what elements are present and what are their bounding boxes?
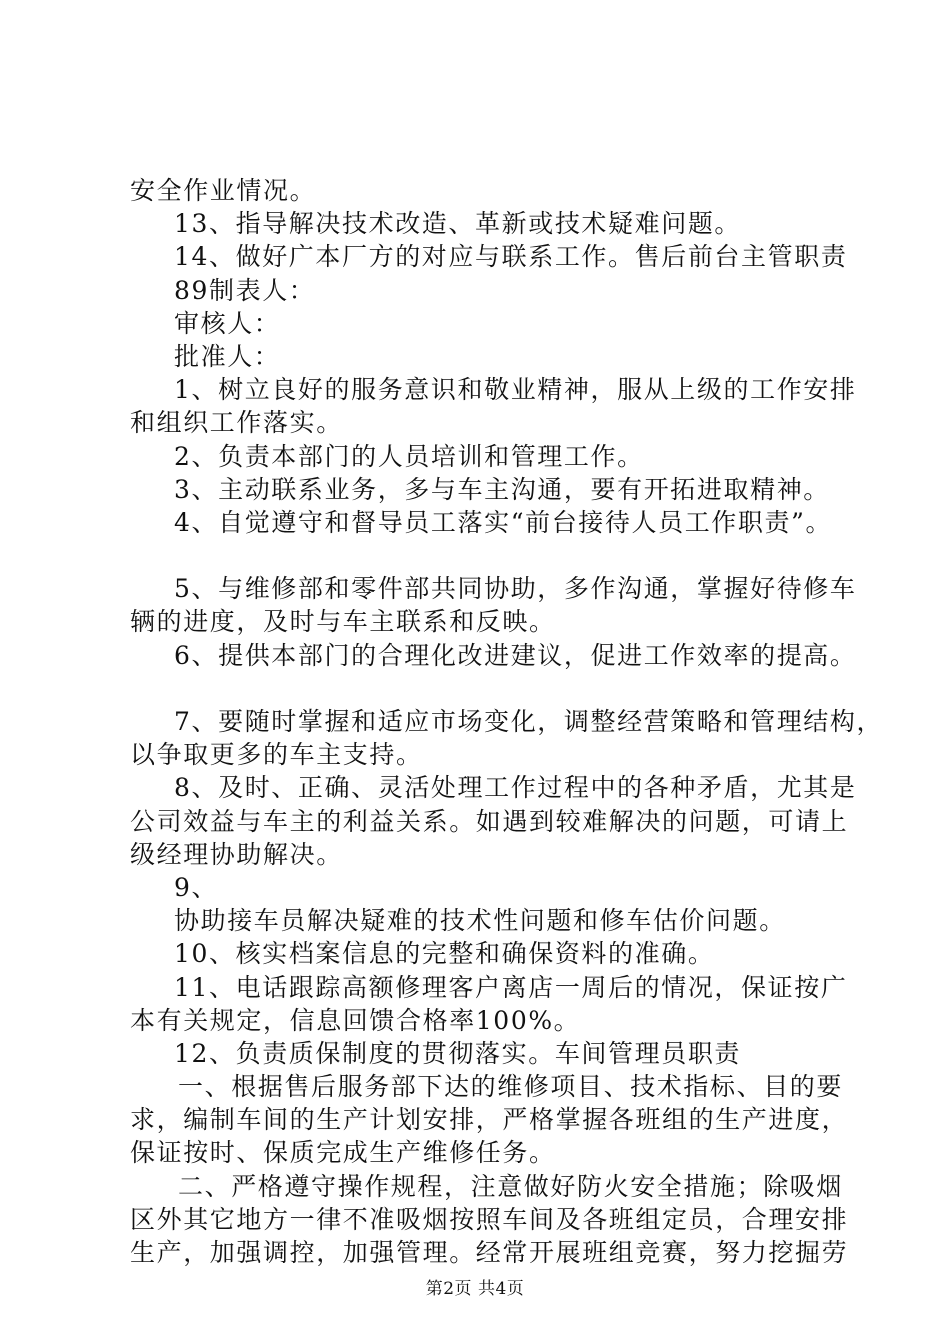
text-line: 1、树立良好的服务意识和敬业精神，服从上级的工作安排 (174, 375, 857, 405)
text-line: 以争取更多的车主支持。 (130, 740, 423, 770)
text-line: 生产，加强调控，加强管理。经常开展班组竞赛，努力挖掘劳 (130, 1238, 849, 1267)
text-line: 8、及时、正确、灵活处理工作过程中的各种矛盾，尤其是 (174, 773, 857, 803)
text-line: 3、主动联系业务，多与车主沟通，要有开拓进取精神。 (174, 474, 830, 504)
document-body (130, 174, 884, 1269)
text-line: 审核人： (174, 308, 281, 338)
text-line: 12、负责质保制度的贯彻落实。车间管理员职责 (174, 1038, 742, 1068)
text-line: 求，编制车间的生产计划安排，严格掌握各班组的生产进度， (130, 1105, 849, 1135)
text-line: 89制表人： (174, 275, 316, 305)
text-line: 本有关规定，信息回馈合格率100%。 (130, 1005, 581, 1035)
text-line: 14、做好广本厂方的对应与联系工作。售后前台主管职责 (174, 242, 848, 272)
text-line: 9、 (174, 872, 219, 902)
text-line: 协助接车员解决疑难的技术性问题和修车估价问题。 (174, 906, 786, 936)
text-line: 一、根据售后服务部下达的维修项目、技术指标、目的要 (178, 1072, 844, 1102)
text-line: 保证按时、保质完成生产维修任务。 (130, 1138, 556, 1168)
text-line: 2、负责本部门的人员培训和管理工作。 (174, 441, 644, 471)
text-line: 和组织工作落实。 (130, 408, 343, 438)
blank-line (130, 539, 830, 572)
text-line: 批准人： (174, 341, 281, 371)
text-line: 区外其它地方一律不准吸烟按照车间及各班组定员，合理安排 (130, 1204, 849, 1234)
text-line: 级经理协助解决。 (130, 839, 343, 869)
text-line: 10、核实档案信息的完整和确保资料的准确。 (174, 939, 715, 969)
text-line: 11、电话跟踪高额修理客户离店一周后的情况，保证按广 (174, 972, 848, 1002)
text-line: 5、与维修部和零件部共同协助，多作沟通，掌握好待修车 (174, 574, 857, 604)
text-line: 安全作业情况。 (130, 176, 317, 205)
text-line: 4、自觉遵守和督导员工落实“前台接待人员工作职责”。 (174, 507, 833, 537)
text-line: 辆的进度，及时与车主联系和反映。 (130, 607, 556, 637)
blank-line (130, 672, 830, 705)
text-line: 13、指导解决技术改造、革新或技术疑难问题。 (174, 209, 742, 239)
page-footer: 第2页 共4页 (425, 1279, 525, 1299)
text-line: 二、严格遵守操作规程，注意做好防火安全措施；除吸烟 (178, 1171, 844, 1201)
text-line: 7、要随时掌握和适应市场变化，调整经营策略和管理结构， (174, 707, 884, 736)
text-line: 公司效益与车主的利益关系。如遇到较难解决的问题，可请上 (130, 806, 849, 836)
text-line: 6、提供本部门的合理化改进建议，促进工作效率的提高。 (174, 640, 857, 670)
